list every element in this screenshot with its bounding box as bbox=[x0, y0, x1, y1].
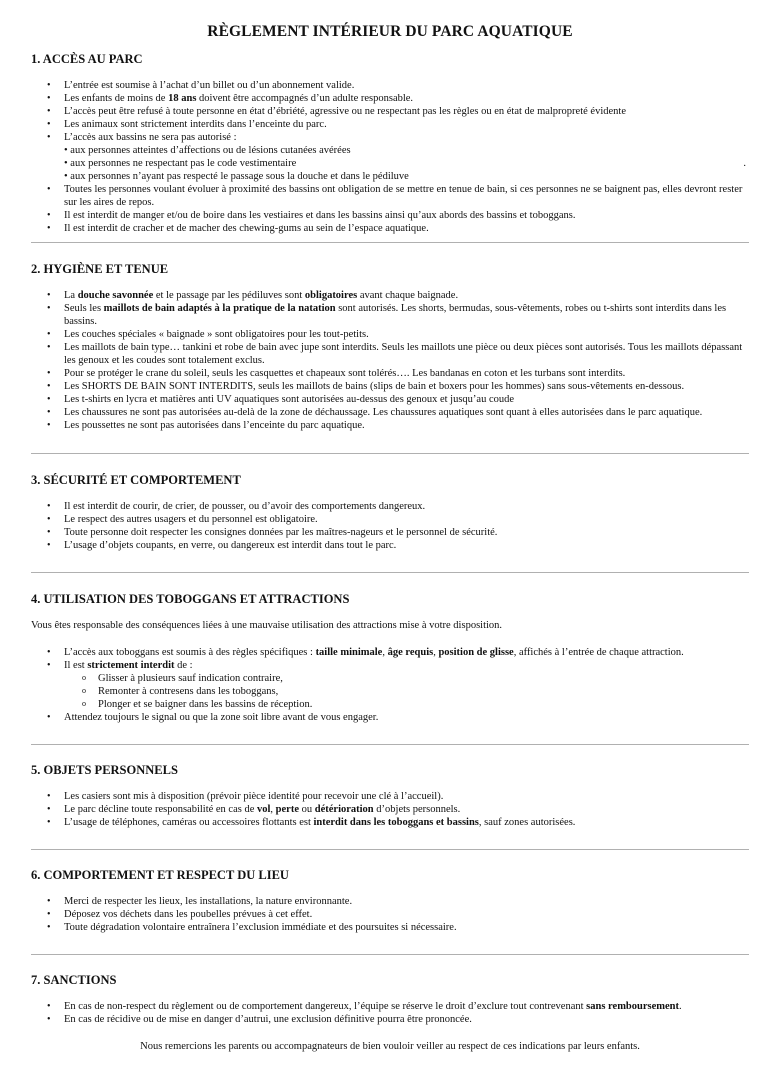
list-item: • Les casiers sont mis à disposition (prévoir pièce identité pour recevoir une clé à l’accueil). bbox=[64, 790, 749, 803]
list-item: • Le respect des autres usagers et du personnel est obligatoire. bbox=[64, 513, 749, 526]
section-title: 3. SÉCURITÉ ET COMPORTEMENT bbox=[31, 473, 241, 487]
list-item: • L’entrée est soumise à l’achat d’un billet ou d’un abonnement valide. bbox=[64, 79, 749, 92]
closing-note: Nous remercions les parents ou accompagnateurs de bien vouloir veiller au respect de ces indications par leurs enfants. bbox=[140, 1041, 640, 1052]
rules-list bbox=[31, 79, 749, 235]
section-hygiene bbox=[31, 261, 749, 432]
section-securite bbox=[31, 472, 749, 552]
sub-line: • aux personnes n’ayant pas respecté le passage sous la douche et dans le pédiluve bbox=[64, 171, 409, 182]
rules-list bbox=[31, 1000, 749, 1026]
list-item: • Les enfants de moins de 18 ans doivent être accompagnés d’un adulte responsable. bbox=[64, 92, 749, 105]
list-item: • L’accès aux bassins ne sera pas autorisé : • aux personnes atteintes d’affections ou de lésions cutanées avérées • aux personnes ne respectant pas le code vestimentaire . • aux personnes n’ayant pas respecté le passage sous la douche et dans le pédiluve bbox=[64, 131, 749, 183]
section-title: 1. ACCÈS AU PARC bbox=[31, 52, 143, 66]
rules-list bbox=[31, 790, 749, 829]
list-item: • Les chaussures ne sont pas autorisées au-delà de la zone de déchaussage. Les chaussures aquatiques sont quant à elles autorisées dans le parc aquatique. bbox=[64, 406, 749, 419]
list-item: • Pour se protéger le crane du soleil, seuls les casquettes et chapeaux sont tolérés…. Les bandanas en coton et les turbans sont interdits. bbox=[64, 367, 749, 380]
rules-list bbox=[31, 646, 749, 724]
section-divider bbox=[31, 242, 749, 243]
sub-list-item: o Remonter à contresens dans les toboggans, bbox=[98, 685, 749, 698]
section-divider bbox=[31, 572, 749, 573]
section-respect bbox=[31, 867, 749, 934]
list-item: • En cas de récidive ou de mise en danger d’autrui, une exclusion définitive pourra être prononcée. bbox=[64, 1013, 749, 1026]
section-title: 5. OBJETS PERSONNELS bbox=[31, 763, 178, 777]
list-item: • Déposez vos déchets dans les poubelles prévues à cet effet. bbox=[64, 908, 749, 921]
list-item: • Toutes les personnes voulant évoluer à proximité des bassins ont obligation de se mettre en tenue de bain, si ces personnes ne se baignent pas, elles devront rester sur les aires de repos. bbox=[64, 183, 749, 209]
list-item: • Il est interdit de cracher et de macher des chewing-gums au sein de l’espace aquatique. bbox=[64, 222, 749, 235]
list-item: • Attendez toujours le signal ou que la zone soit libre avant de vous engager. bbox=[64, 711, 749, 724]
list-item: • Les t-shirts en lycra et matières anti UV aquatiques sont autorisées au-dessus des genoux et jusqu’au coude bbox=[64, 393, 749, 406]
list-item: • La douche savonnée et le passage par les pédiluves sont obligatoires avant chaque baignade. bbox=[64, 289, 749, 302]
sub-list bbox=[64, 672, 749, 711]
sub-line: • aux personnes atteintes d’affections ou de lésions cutanées avérées bbox=[64, 145, 351, 156]
rules-list bbox=[31, 289, 749, 432]
list-item: • Toute personne doit respecter les consignes données par les maîtres-nageurs et le personnel de sécurité. bbox=[64, 526, 749, 539]
sub-line: • aux personnes ne respectant pas le code vestimentaire . bbox=[64, 158, 746, 169]
section-divider bbox=[31, 744, 749, 745]
list-item: • Merci de respecter les lieux, les installations, la nature environnante. bbox=[64, 895, 749, 908]
section-divider bbox=[31, 849, 749, 850]
sub-list-item: o Glisser à plusieurs sauf indication contraire, bbox=[98, 672, 749, 685]
list-item: • Les animaux sont strictement interdits dans l’enceinte du parc. bbox=[64, 118, 749, 131]
list-item: • Toute dégradation volontaire entraînera l’exclusion immédiate et des poursuites si nécessaire. bbox=[64, 921, 749, 934]
list-item: • Il est interdit de manger et/ou de boire dans les vestiaires et dans les bassins ainsi qu’aux abords des bassins et toboggans. bbox=[64, 209, 749, 222]
list-item: • L’accès peut être refusé à toute personne en état d’ébriété, agressive ou ne respectant pas les règles ou en état de malpropreté évidente bbox=[64, 105, 749, 118]
rules-list bbox=[31, 895, 749, 934]
list-item: • Seuls les maillots de bain adaptés à la pratique de la natation sont autorisés. Les shorts, bermudas, sous-vêtements, robes ou t-shirts sont interdits dans les bassins. bbox=[64, 302, 749, 328]
section-objets bbox=[31, 762, 749, 829]
section-toboggans bbox=[31, 591, 749, 724]
section-divider bbox=[31, 453, 749, 454]
section-title: 6. COMPORTEMENT ET RESPECT DU LIEU bbox=[31, 868, 289, 882]
document-title: RÈGLEMENT INTÉRIEUR DU PARC AQUATIQUE bbox=[207, 23, 573, 40]
sub-list-item: o Plonger et se baigner dans les bassins de réception. bbox=[98, 698, 749, 711]
rules-list bbox=[31, 500, 749, 552]
list-item: • Le parc décline toute responsabilité en cas de vol, perte ou détérioration d’objets personnels. bbox=[64, 803, 749, 816]
section-sanctions bbox=[31, 972, 749, 1053]
list-item: • L’accès aux toboggans est soumis à des règles spécifiques : taille minimale, âge requis, position de glisse, affichés à l’entrée de chaque attraction. bbox=[64, 646, 749, 659]
list-item: • Les couches spéciales « baignade » sont obligatoires pour les tout-petits. bbox=[64, 328, 749, 341]
list-item: • Les SHORTS DE BAIN SONT INTERDITS, seuls les maillots de bains (slips de bain et boxers pour les hommes) sans sous-vêtements en-dessous. bbox=[64, 380, 749, 393]
section-title: 4. UTILISATION DES TOBOGGANS ET ATTRACTIONS bbox=[31, 592, 350, 606]
section-intro: Vous êtes responsable des conséquences liées à une mauvaise utilisation des attractions mise à votre disposition. bbox=[31, 620, 503, 631]
list-item: • Il est interdit de courir, de crier, de pousser, ou d’avoir des comportements dangereux. bbox=[64, 500, 749, 513]
section-divider bbox=[31, 954, 749, 955]
list-item: • Il est strictement interdit de : o Glisser à plusieurs sauf indication contraire, o Remonter à contresens dans les toboggans, o Plonger et se baigner dans les bassins de réception. bbox=[64, 659, 749, 711]
section-title: 2. HYGIÈNE ET TENUE bbox=[31, 262, 169, 276]
list-item: • L’usage de téléphones, caméras ou accessoires flottants est interdit dans les toboggans et bassins, sauf zones autorisées. bbox=[64, 816, 749, 829]
list-item: • Les maillots de bain type… tankini et robe de bain avec jupe sont interdits. Seuls les maillots une pièce ou deux pièces sont autorisés. Tous les maillots dépassant les genoux et les coudes sont totalement exclus. bbox=[64, 341, 749, 367]
list-item: • L’usage d’objets coupants, en verre, ou dangereux est interdit dans tout le parc. bbox=[64, 539, 749, 552]
list-item: • En cas de non-respect du règlement ou de comportement dangereux, l’équipe se réserve le droit d’exclure tout contrevenant sans remboursement. bbox=[64, 1000, 749, 1013]
section-acces bbox=[31, 51, 749, 235]
section-title: 7. SANCTIONS bbox=[31, 973, 117, 987]
list-item: • Les poussettes ne sont pas autorisées dans l’enceinte du parc aquatique. bbox=[64, 419, 749, 432]
